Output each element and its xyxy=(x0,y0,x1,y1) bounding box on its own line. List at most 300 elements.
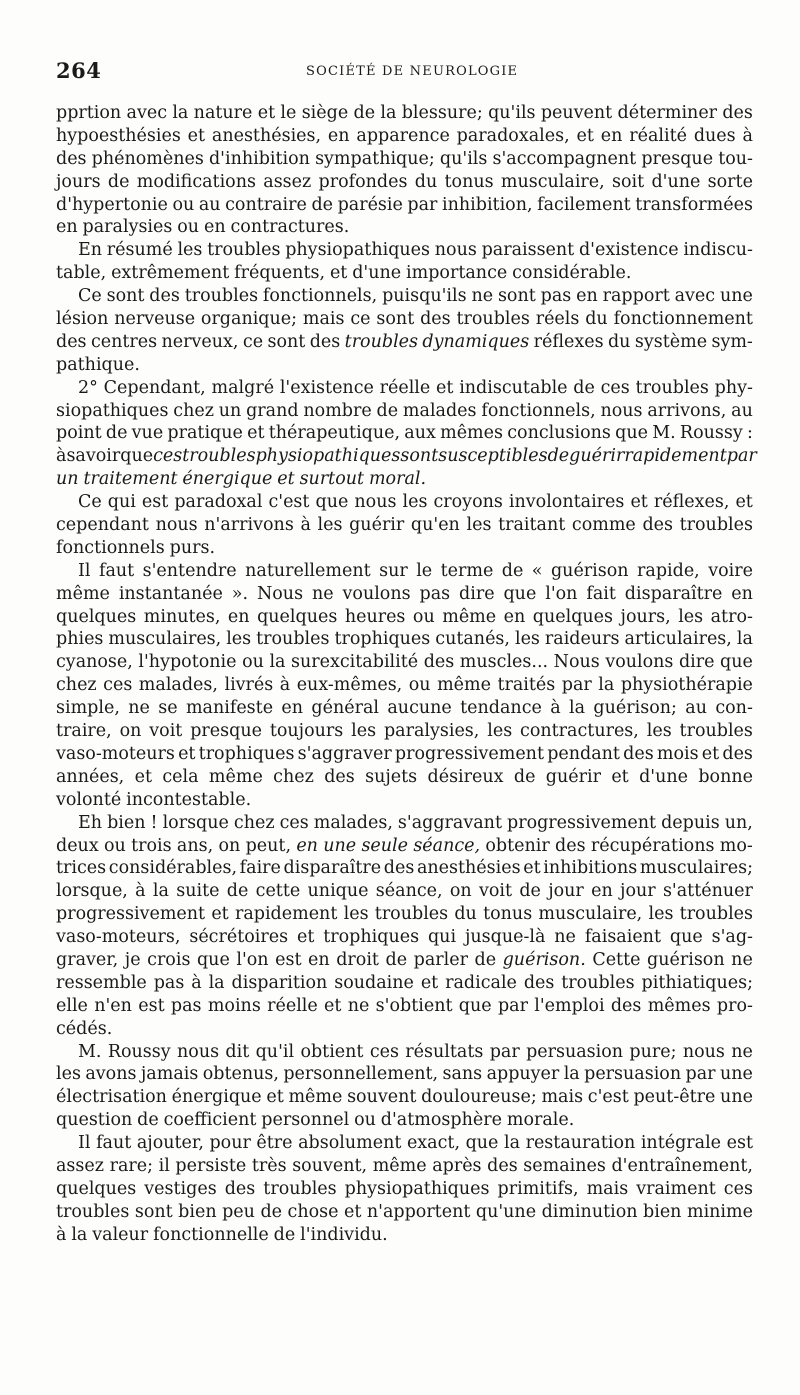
word: n'en xyxy=(94,995,132,1016)
word: les xyxy=(646,721,672,742)
word: des xyxy=(722,103,753,123)
word: et xyxy=(257,103,276,123)
word: 2° xyxy=(78,377,98,398)
word: à xyxy=(191,972,202,993)
word: thérapeutique, xyxy=(268,423,401,444)
word: on xyxy=(449,881,472,902)
word: phies xyxy=(56,629,104,650)
word: de xyxy=(105,423,128,444)
word: la xyxy=(380,103,397,123)
page-header xyxy=(56,58,752,88)
word: c'est xyxy=(268,492,310,513)
text-line xyxy=(56,1063,753,1086)
word: et xyxy=(266,1087,284,1108)
word: on xyxy=(119,721,142,742)
word: arrivons, xyxy=(647,400,727,421)
text-line xyxy=(56,857,753,880)
word: d'atmosphère xyxy=(380,1110,502,1131)
word: anesthésies xyxy=(416,858,521,879)
word: ! xyxy=(150,812,158,833)
word: du xyxy=(585,309,608,330)
word: faire xyxy=(239,858,281,879)
word: sym- xyxy=(711,331,753,352)
word: d'une xyxy=(651,171,701,192)
text-line xyxy=(56,171,753,194)
word: faut xyxy=(98,560,135,581)
word: de xyxy=(513,766,536,787)
word: persiste xyxy=(175,1155,247,1176)
word: fonctionnels, xyxy=(262,286,378,307)
word: paraissent xyxy=(481,240,575,261)
word: une xyxy=(323,835,357,856)
word: les xyxy=(343,904,369,925)
text-line xyxy=(56,422,753,445)
word: quelques xyxy=(56,1178,137,1199)
word: progressivement xyxy=(507,812,657,833)
text-line xyxy=(56,194,753,217)
word: malades, xyxy=(138,675,218,696)
text-line xyxy=(56,1155,753,1178)
word: parésie xyxy=(337,194,403,215)
word: Roussy xyxy=(107,1041,171,1062)
word: à xyxy=(135,881,146,902)
word: les xyxy=(177,240,203,261)
word: sont xyxy=(376,309,415,330)
word: des xyxy=(642,515,673,536)
word: rare; xyxy=(109,1155,153,1176)
word: Ce xyxy=(78,492,102,513)
word: ressemble xyxy=(56,972,147,993)
word: même xyxy=(372,1155,427,1176)
text-line xyxy=(56,995,753,1018)
word: ce xyxy=(242,331,264,352)
word: sécrétoires xyxy=(189,927,289,948)
word: des xyxy=(324,766,355,787)
word: des xyxy=(224,1178,256,1199)
word: que xyxy=(615,423,648,444)
word: par xyxy=(685,1064,716,1085)
word: la xyxy=(172,103,189,123)
word: les xyxy=(648,904,674,925)
word: qui xyxy=(107,492,136,513)
word: et xyxy=(178,743,196,764)
word: une xyxy=(720,1087,753,1108)
word: considérable. xyxy=(512,263,632,284)
text-line xyxy=(56,400,753,423)
word: graver, xyxy=(56,949,119,970)
text-line xyxy=(56,835,753,858)
word: tou- xyxy=(718,148,753,169)
word: est xyxy=(138,995,165,1016)
word: en xyxy=(308,949,330,970)
word: que xyxy=(120,446,154,467)
word: trophiques xyxy=(334,629,431,650)
word: naturellement xyxy=(245,560,371,581)
word: sorte xyxy=(707,171,753,192)
word: qu'une xyxy=(475,1201,537,1222)
word: jour xyxy=(548,881,584,902)
page-number: 264 xyxy=(56,58,102,83)
word: troubles xyxy=(561,972,635,993)
word: ans, xyxy=(176,835,214,856)
word: au xyxy=(198,194,221,215)
word: peuvent xyxy=(540,103,613,123)
word: l'hypotonie xyxy=(138,652,237,673)
word: Roussy xyxy=(679,423,743,444)
word: indiscu- xyxy=(683,240,753,261)
word: troubles xyxy=(374,904,449,925)
word: les xyxy=(466,515,492,536)
word: même xyxy=(442,606,497,627)
word: pour xyxy=(209,1133,251,1154)
word: énergique xyxy=(182,469,273,490)
word: ne xyxy=(471,286,494,307)
word: physiopathiques xyxy=(255,446,401,467)
text-line xyxy=(56,537,753,560)
word: mais xyxy=(302,309,345,330)
word: ne xyxy=(731,949,753,970)
word: en xyxy=(227,606,250,627)
word: ajouter, xyxy=(136,1133,204,1154)
word: souvent xyxy=(347,1087,417,1108)
word: semaines xyxy=(523,1155,606,1176)
word: ou xyxy=(177,217,200,238)
word: des xyxy=(487,1155,518,1176)
word: et xyxy=(247,423,265,444)
word: s'obtient xyxy=(375,995,453,1016)
word: et xyxy=(277,469,295,490)
word: presque xyxy=(190,721,262,742)
word: années, xyxy=(56,766,125,787)
word: ou xyxy=(172,194,195,215)
text-line xyxy=(56,262,753,285)
word: M. xyxy=(652,423,676,444)
word: un xyxy=(218,400,242,421)
word: à xyxy=(742,125,753,146)
text-line xyxy=(56,1224,753,1247)
word: de xyxy=(573,377,595,398)
word: qu'ils xyxy=(488,103,536,123)
word: jours xyxy=(56,171,101,192)
word: pas xyxy=(170,995,202,1016)
word: traire, xyxy=(56,721,112,742)
word: en xyxy=(731,583,753,604)
word: coefficient xyxy=(163,1110,257,1131)
word: parler xyxy=(413,949,468,970)
word: pprtion xyxy=(56,103,122,123)
word: indiscutable xyxy=(459,377,568,398)
word: nous xyxy=(354,492,397,513)
word: nerveuse xyxy=(114,309,196,330)
word: est xyxy=(726,1133,753,1154)
word: moins xyxy=(207,995,261,1016)
word: de xyxy=(273,1224,296,1245)
text-line xyxy=(56,583,753,606)
word: disparition xyxy=(231,972,328,993)
word: « xyxy=(531,560,543,581)
word: qu'ils xyxy=(439,148,488,169)
word: transformées xyxy=(635,194,753,215)
word: en xyxy=(296,835,318,856)
text-line xyxy=(56,468,753,491)
word: jours, xyxy=(620,606,671,627)
word: guérison xyxy=(647,949,725,970)
word: sont xyxy=(134,1201,173,1222)
word: résultats xyxy=(405,1041,484,1062)
word: chez xyxy=(273,766,314,787)
word: d'hypertonie xyxy=(56,194,168,215)
word: l'existence xyxy=(279,377,374,398)
text-line xyxy=(56,606,753,629)
word: fonctionnels, xyxy=(481,400,596,421)
word: minutes, xyxy=(143,606,221,627)
word: à xyxy=(300,515,311,536)
word: lésion xyxy=(56,309,109,330)
word: chez xyxy=(56,675,97,696)
word: à xyxy=(550,698,561,719)
text-line xyxy=(56,1132,753,1155)
word: l'individu. xyxy=(300,1224,388,1245)
word: d'une xyxy=(352,263,402,284)
word: système xyxy=(634,331,708,352)
word: et xyxy=(701,743,720,764)
word: hypoesthésies xyxy=(56,125,181,146)
word: progressivement xyxy=(56,904,206,925)
word: atro- xyxy=(710,606,753,627)
text-line xyxy=(56,1201,753,1224)
word: avons xyxy=(85,1064,137,1085)
word: muscles... xyxy=(459,652,549,673)
word: avec xyxy=(126,103,168,123)
word: ce xyxy=(350,309,371,330)
word: réflexes, xyxy=(653,492,730,513)
word: réelle xyxy=(267,995,318,1016)
word: et xyxy=(523,858,541,879)
word: pendant xyxy=(547,743,620,764)
word: réalité xyxy=(629,125,687,146)
word: nous xyxy=(177,1041,220,1062)
word: trois xyxy=(131,835,172,856)
word: à xyxy=(56,1224,67,1245)
text-line xyxy=(56,308,753,331)
word: con- xyxy=(715,698,753,719)
word: trices xyxy=(56,858,107,879)
word: et xyxy=(420,972,439,993)
word: appuyer xyxy=(486,1064,560,1085)
word: toujours xyxy=(269,721,344,742)
word: ne xyxy=(128,698,150,719)
word: qu'en xyxy=(410,515,460,536)
word: ou xyxy=(104,835,126,856)
word: diminution xyxy=(541,1201,638,1222)
word: lorsque, xyxy=(56,881,128,902)
word: vaso-moteurs xyxy=(56,743,175,764)
word: sont xyxy=(106,286,145,307)
word: de xyxy=(226,881,249,902)
word: d'entraînement, xyxy=(611,1155,753,1176)
word: il xyxy=(158,1155,170,1176)
word: que xyxy=(458,995,492,1016)
word: troubles xyxy=(256,629,330,650)
word: les xyxy=(487,721,513,742)
word: nature xyxy=(193,103,253,123)
word: des xyxy=(56,148,87,169)
word: manifeste xyxy=(185,698,274,719)
word: eux-mêmes, xyxy=(296,675,403,696)
word: contractures, xyxy=(520,721,639,742)
text-line xyxy=(56,926,753,949)
word: s'ag- xyxy=(711,927,753,948)
word: importance xyxy=(406,263,508,284)
word: croyons xyxy=(433,492,503,513)
word: physiopathiques xyxy=(285,240,431,261)
word: par xyxy=(726,446,757,467)
word: musculaire, xyxy=(500,171,605,192)
word: dit xyxy=(225,1041,250,1062)
text-line xyxy=(56,285,753,308)
word: voire xyxy=(708,560,753,581)
word: chez xyxy=(233,812,275,833)
word: intégrale xyxy=(640,1133,722,1154)
word: du xyxy=(607,331,631,352)
word: s'accompagnent xyxy=(492,148,637,169)
word: sans xyxy=(442,1064,483,1085)
word: presque xyxy=(641,148,714,169)
word: inhibition, xyxy=(442,194,533,215)
text-line xyxy=(56,628,753,651)
text-line xyxy=(56,812,753,835)
word: ces xyxy=(369,1041,399,1062)
word: radicale xyxy=(445,972,517,993)
text-line xyxy=(56,354,753,377)
word: aux xyxy=(404,423,436,444)
word: cela xyxy=(162,766,199,787)
word: s'aggraver xyxy=(297,743,392,764)
word: physiopathiques xyxy=(344,1178,490,1199)
word: question xyxy=(56,1110,133,1131)
word: Il xyxy=(78,1133,91,1154)
word: obtenir xyxy=(485,835,550,856)
word: en xyxy=(600,125,623,146)
word: les xyxy=(317,515,343,536)
text-line xyxy=(56,697,753,720)
word: soit xyxy=(612,171,645,192)
word: en xyxy=(56,217,78,238)
word: de xyxy=(311,194,333,215)
word: mais xyxy=(586,1178,629,1199)
word: des xyxy=(523,972,555,993)
word: nombre xyxy=(303,400,372,421)
word: le xyxy=(416,560,433,581)
word: sont xyxy=(497,286,536,307)
word: bonne xyxy=(698,766,753,787)
word: que xyxy=(196,949,230,970)
word: ou xyxy=(412,606,435,627)
word: guérir xyxy=(349,515,405,536)
word: siopathiques xyxy=(56,400,169,421)
word: ne xyxy=(311,583,334,604)
word: tendance xyxy=(460,698,542,719)
word: au xyxy=(731,400,753,421)
word: même xyxy=(437,675,491,696)
word: fonctionnelle xyxy=(153,1224,269,1245)
text-line xyxy=(56,514,753,537)
word: ne xyxy=(731,1041,753,1062)
word: guérison; xyxy=(593,698,677,719)
word: bien xyxy=(107,812,146,833)
word: électrisation xyxy=(56,1087,167,1108)
word: mêmes xyxy=(647,995,711,1016)
word: vraiment xyxy=(636,1178,716,1199)
word: sont xyxy=(400,446,439,467)
text-line xyxy=(56,331,753,354)
word: articulaires, xyxy=(624,629,732,650)
word: l'on xyxy=(545,583,578,604)
word: nous xyxy=(682,1041,725,1062)
word: énergique xyxy=(171,1087,262,1108)
word: assez xyxy=(263,171,312,192)
text-line xyxy=(56,1109,753,1132)
word: mo- xyxy=(719,835,753,856)
word: des xyxy=(623,743,654,764)
word: restauration xyxy=(525,1133,636,1154)
word: puisqu'ils xyxy=(382,286,467,307)
word: tonus xyxy=(444,171,494,192)
word: pratique xyxy=(167,423,243,444)
word: de xyxy=(107,171,130,192)
word: guérir xyxy=(569,446,625,467)
word: s'entendre xyxy=(142,560,237,581)
word: c'est xyxy=(587,1087,629,1108)
word: raideurs xyxy=(544,629,620,650)
word: Eh xyxy=(78,812,103,833)
text-line xyxy=(56,1086,753,1109)
word: des xyxy=(555,835,586,856)
word: phénomènes xyxy=(91,148,204,169)
word: troubles xyxy=(635,377,709,398)
text-line xyxy=(56,445,757,468)
word: un, xyxy=(724,812,753,833)
word: de xyxy=(519,881,541,902)
word: même xyxy=(56,583,110,604)
word: au xyxy=(685,698,707,719)
word: d'inhibition xyxy=(208,148,310,169)
word: la xyxy=(269,652,286,673)
word: les xyxy=(678,606,704,627)
word: pithiatiques; xyxy=(641,972,753,993)
word: exact, xyxy=(406,1133,461,1154)
word: pro- xyxy=(716,995,753,1016)
word: être xyxy=(256,1133,293,1154)
word: ces xyxy=(153,446,183,467)
word: ne xyxy=(347,995,370,1016)
word: dues xyxy=(693,125,736,146)
word: la xyxy=(598,675,615,696)
word: se xyxy=(158,698,178,719)
word: malades, xyxy=(313,812,393,833)
word: déterminer xyxy=(617,103,718,123)
word: vaso-moteurs, xyxy=(56,927,181,948)
word: vestiges xyxy=(144,1178,217,1199)
word: trophiques xyxy=(323,927,420,948)
word: séance, xyxy=(413,835,481,856)
word: crois xyxy=(147,949,191,970)
word: Cette xyxy=(592,949,641,970)
word: nous xyxy=(155,515,198,536)
word: jour xyxy=(620,881,656,902)
word: pas xyxy=(419,583,451,604)
word: un xyxy=(56,469,79,490)
